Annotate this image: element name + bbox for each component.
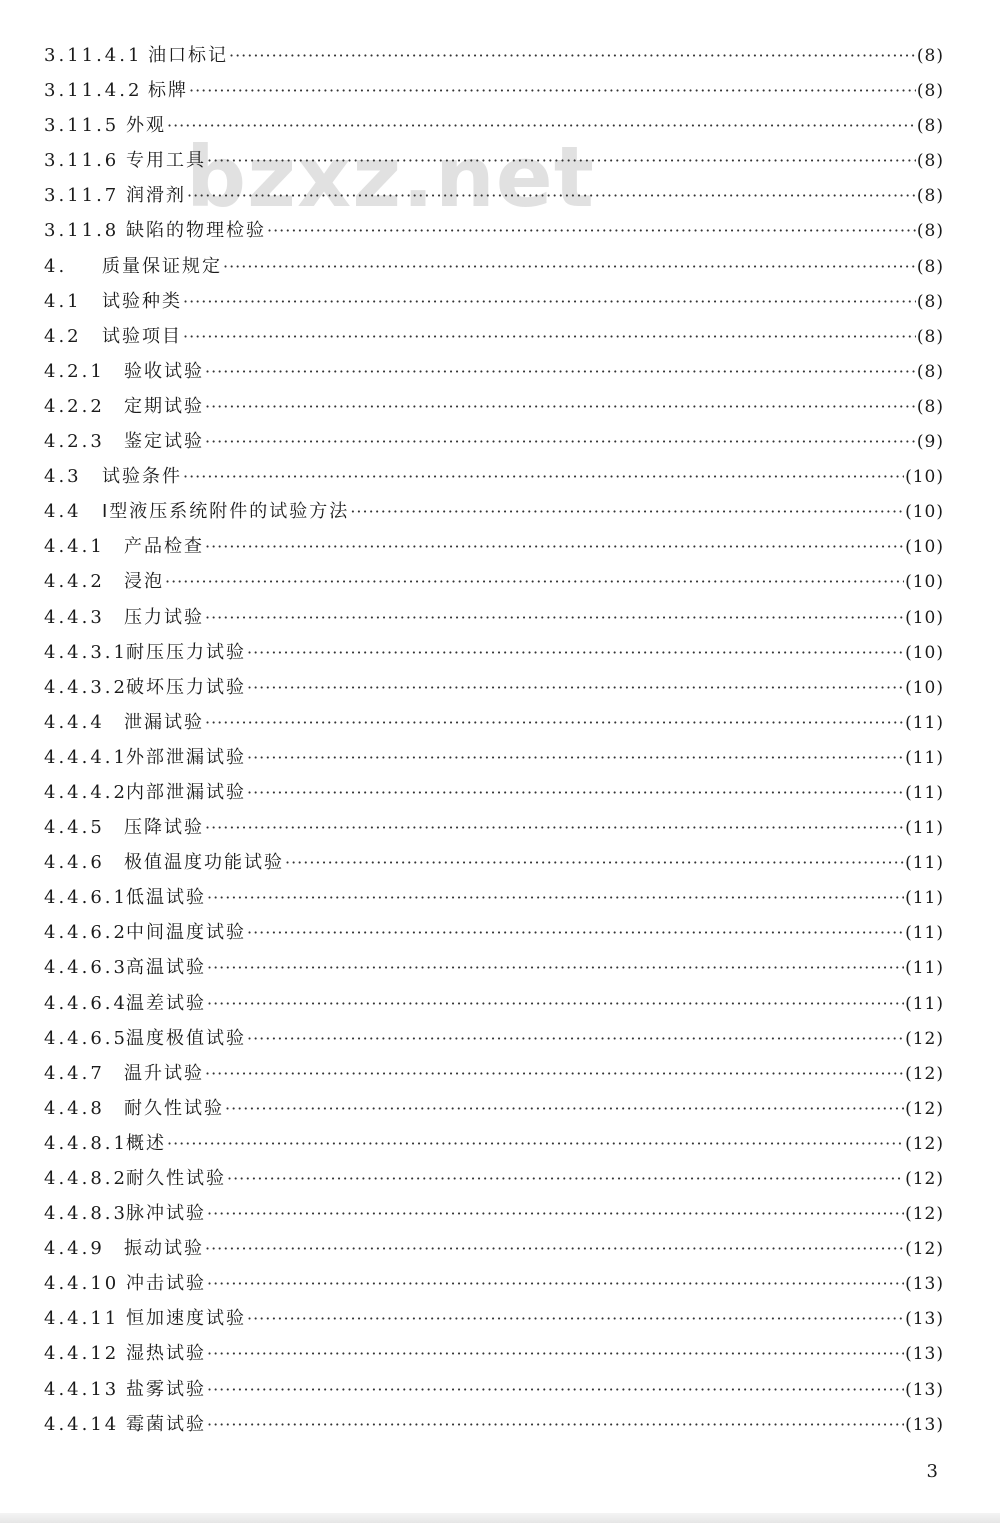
toc-entry-number: 4.4.12 xyxy=(44,1343,120,1365)
toc-entry-title: 高温试验 xyxy=(126,957,206,979)
toc-entry-number: 4.4.6.5 xyxy=(44,1027,128,1049)
toc-entry-number: 4.4.8.1 xyxy=(44,1132,128,1154)
toc-entry-title: 中间温度试验 xyxy=(126,922,246,944)
toc-entry-title: 霉菌试验 xyxy=(126,1413,206,1435)
toc-entry-page: (12) xyxy=(905,1169,944,1189)
toc-leader-dots xyxy=(205,1056,904,1091)
toc-entry xyxy=(44,950,944,985)
toc-entry-number: 4.4.2 xyxy=(44,571,105,593)
toc-entry-number: 4.3 xyxy=(44,466,82,488)
toc-leader-dots xyxy=(247,670,904,705)
toc-entry xyxy=(44,880,944,915)
toc-entry-title: 验收试验 xyxy=(124,360,204,382)
toc-entry-page: (8) xyxy=(916,116,944,137)
toc-entry xyxy=(44,1336,944,1371)
toc-entry-page: (11) xyxy=(905,712,944,733)
toc-entry-page: (10) xyxy=(905,607,944,628)
toc-entry xyxy=(44,529,944,564)
toc-entry-title: I型液压系统附件的试验方法 xyxy=(102,501,350,523)
toc-leader-dots xyxy=(205,529,904,564)
toc-entry xyxy=(44,810,944,845)
page-bottom-edge xyxy=(0,1513,1000,1523)
toc-entry-title: 盐雾试验 xyxy=(126,1378,206,1400)
toc-entry-title: 油口标记 xyxy=(148,45,228,66)
toc-leader-dots xyxy=(165,564,904,599)
toc-entry-number: 3.11.6 xyxy=(44,150,120,172)
page-number: 3 xyxy=(926,1461,938,1482)
toc-leader-dots xyxy=(350,494,904,529)
toc-entry-number: 3.11.8 xyxy=(44,220,120,242)
toc-entry-page: (8) xyxy=(916,256,944,277)
toc-entry xyxy=(44,845,944,880)
toc-entry-title: 试验种类 xyxy=(102,290,182,312)
toc-entry-number: 4.1 xyxy=(44,290,82,312)
toc-entry xyxy=(44,424,944,459)
toc-entry-title: 外部泄漏试验 xyxy=(126,746,246,768)
toc-entry-title: 专用工具 xyxy=(126,150,206,172)
toc-entry-number: 4.4.8.3 xyxy=(44,1203,128,1225)
toc-entry-page: (10) xyxy=(905,467,944,488)
toc-leader-dots xyxy=(183,284,916,319)
toc-entry-number: 4.4.6.1 xyxy=(44,887,128,909)
toc-entry-title: 定期试验 xyxy=(124,395,204,417)
toc-leader-dots xyxy=(205,1231,904,1266)
toc-leader-dots xyxy=(205,424,916,459)
toc-entry-number: 4.4.11 xyxy=(44,1308,120,1330)
toc-leader-dots xyxy=(223,249,916,284)
toc-entry-number: 4.4.4.2 xyxy=(44,781,128,803)
toc-entry xyxy=(44,1266,944,1301)
toc-entry xyxy=(44,213,944,248)
toc-entry-page: (12) xyxy=(905,1133,944,1154)
toc-entry-number: 4.4.7 xyxy=(44,1062,105,1084)
toc-entry xyxy=(44,178,944,213)
toc-entry-page: (12) xyxy=(905,1063,944,1084)
toc-entry-title: 耐压压力试验 xyxy=(126,641,246,663)
toc-leader-dots xyxy=(207,880,904,915)
table-of-contents xyxy=(44,38,944,1442)
toc-entry-page: (10) xyxy=(905,677,944,698)
toc-entry-title: 泄漏试验 xyxy=(124,711,204,733)
toc-entry-title: 脉冲试验 xyxy=(126,1203,206,1225)
toc-leader-dots xyxy=(189,73,916,108)
toc-entry-number: 4.4.3.1 xyxy=(44,641,128,663)
toc-entry xyxy=(44,740,944,775)
toc-entry xyxy=(44,670,944,705)
toc-leader-dots xyxy=(183,459,904,494)
toc-entry-title: 耐久性试验 xyxy=(126,1168,226,1189)
toc-leader-dots xyxy=(207,1336,904,1371)
toc-leader-dots xyxy=(267,213,916,248)
toc-leader-dots xyxy=(207,1372,904,1407)
toc-entry-title: 振动试验 xyxy=(124,1238,204,1260)
toc-entry xyxy=(44,1407,944,1442)
toc-entry-title: 冲击试验 xyxy=(126,1273,206,1295)
toc-entry xyxy=(44,1231,944,1266)
toc-entry xyxy=(44,986,944,1021)
toc-leader-dots xyxy=(205,354,916,389)
toc-entry-title: 温升试验 xyxy=(124,1062,204,1084)
toc-entry-page: (12) xyxy=(905,1204,944,1225)
toc-entry-page: (11) xyxy=(905,818,944,839)
toc-leader-dots xyxy=(167,1126,904,1161)
toc-entry-page: (8) xyxy=(916,151,944,172)
toc-entry-number: 4.4.8 xyxy=(44,1097,105,1119)
toc-entry-number: 4.4.6.3 xyxy=(44,957,128,979)
toc-entry xyxy=(44,1056,944,1091)
toc-entry-page: (11) xyxy=(905,923,944,944)
toc-leader-dots xyxy=(205,810,904,845)
toc-entry-page: (8) xyxy=(916,46,944,66)
toc-entry-number: 4.4.5 xyxy=(44,817,105,839)
toc-leader-dots xyxy=(187,178,916,213)
toc-entry-title: 润滑剂 xyxy=(126,185,186,207)
toc-entry xyxy=(44,284,944,319)
toc-entry-number: 4. xyxy=(44,255,68,277)
toc-leader-dots xyxy=(205,705,904,740)
watermark: bzxz.net xyxy=(186,128,595,226)
toc-leader-dots xyxy=(205,389,916,424)
toc-entry-number: 4.4.3 xyxy=(44,606,105,628)
toc-entry-number: 4.4.4 xyxy=(44,711,105,733)
toc-entry-number: 4.4.1 xyxy=(44,536,105,558)
toc-leader-dots xyxy=(247,775,904,810)
toc-entry-number: 4.2 xyxy=(44,325,82,347)
toc-entry-page: (8) xyxy=(916,221,944,242)
toc-entry-page: (8) xyxy=(916,291,944,312)
toc-entry-number: 4.4 xyxy=(44,501,82,523)
toc-entry-title: 压力试验 xyxy=(124,606,204,628)
toc-leader-dots xyxy=(207,986,904,1021)
toc-entry xyxy=(44,1126,944,1161)
toc-entry xyxy=(44,1372,944,1407)
toc-entry-page: (11) xyxy=(905,747,944,768)
toc-entry-number: 4.4.4.1 xyxy=(44,746,128,768)
toc-entry-page: (12) xyxy=(905,1028,944,1049)
toc-entry xyxy=(44,1301,944,1336)
toc-entry xyxy=(44,108,944,143)
toc-entry-page: (11) xyxy=(905,888,944,909)
toc-entry-title: 产品检查 xyxy=(124,536,204,558)
toc-entry-number: 3.11.4.2 xyxy=(44,80,143,102)
toc-entry-number: 4.4.6.4 xyxy=(44,992,128,1014)
toc-entry-page: (11) xyxy=(905,958,944,979)
toc-entry-page: (8) xyxy=(916,81,944,102)
toc-entry-title: 恒加速度试验 xyxy=(126,1308,246,1330)
toc-entry-page: (13) xyxy=(905,1379,944,1400)
toc-entry xyxy=(44,915,944,950)
toc-leader-dots xyxy=(247,635,904,670)
toc-entry-title: 极值温度功能试验 xyxy=(124,852,284,874)
toc-leader-dots xyxy=(225,1091,904,1126)
toc-entry-page: (10) xyxy=(905,537,944,558)
toc-entry-title: 湿热试验 xyxy=(126,1343,206,1365)
toc-entry xyxy=(44,319,944,354)
toc-entry-page: (8) xyxy=(916,186,944,207)
toc-entry-title: 低温试验 xyxy=(126,887,206,909)
toc-entry xyxy=(44,635,944,670)
toc-entry-page: (11) xyxy=(905,853,944,874)
toc-entry xyxy=(44,459,944,494)
toc-entry xyxy=(44,1021,944,1056)
toc-leader-dots xyxy=(247,1021,904,1056)
toc-leader-dots xyxy=(227,1161,904,1196)
toc-leader-dots xyxy=(247,1301,904,1336)
toc-leader-dots xyxy=(183,319,916,354)
toc-entry-page: (10) xyxy=(905,572,944,593)
toc-entry-number: 4.4.9 xyxy=(44,1238,105,1260)
toc-entry-number: 4.4.6.2 xyxy=(44,922,128,944)
toc-entry xyxy=(44,1196,944,1231)
toc-entry xyxy=(44,600,944,635)
toc-entry-number: 4.2.2 xyxy=(44,395,105,417)
toc-entry-page: (9) xyxy=(916,432,944,453)
toc-entry-title: 破坏压力试验 xyxy=(126,676,246,698)
toc-entry-title: 浸泡 xyxy=(124,571,164,593)
toc-leader-dots xyxy=(205,600,904,635)
toc-entry-number: 3.11.4.1 xyxy=(44,45,143,66)
toc-entry-title: 试验项目 xyxy=(102,325,182,347)
toc-entry-page: (11) xyxy=(905,993,944,1014)
toc-entry xyxy=(44,354,944,389)
toc-leader-dots xyxy=(285,845,904,880)
toc-leader-dots xyxy=(207,1266,904,1301)
toc-entry-title: 压降试验 xyxy=(124,817,204,839)
toc-entry xyxy=(44,249,944,284)
toc-leader-dots xyxy=(167,108,916,143)
toc-entry-title: 鉴定试验 xyxy=(124,431,204,453)
toc-entry-title: 外观 xyxy=(126,115,166,137)
toc-entry-page: (11) xyxy=(905,782,944,803)
toc-entry-number: 4.4.6 xyxy=(44,852,105,874)
toc-entry-page: (10) xyxy=(905,642,944,663)
toc-leader-dots xyxy=(207,143,916,178)
toc-entry-title: 耐久性试验 xyxy=(124,1097,224,1119)
toc-entry-page: (13) xyxy=(905,1309,944,1330)
toc-entry xyxy=(44,38,944,73)
toc-entry-title: 试验条件 xyxy=(102,466,182,488)
toc-entry-page: (13) xyxy=(905,1274,944,1295)
toc-leader-dots xyxy=(229,38,916,73)
toc-entry xyxy=(44,564,944,599)
toc-entry xyxy=(44,494,944,529)
toc-entry xyxy=(44,389,944,424)
toc-entry-title: 质量保证规定 xyxy=(102,255,222,277)
toc-leader-dots xyxy=(207,950,904,985)
toc-entry xyxy=(44,73,944,108)
toc-leader-dots xyxy=(247,915,904,950)
toc-entry-page: (8) xyxy=(916,361,944,382)
toc-entry-page: (12) xyxy=(905,1098,944,1119)
toc-entry-number: 3.11.5 xyxy=(44,115,120,137)
toc-entry-title: 缺陷的物理检验 xyxy=(126,220,266,242)
toc-entry-page: (12) xyxy=(905,1239,944,1260)
toc-entry-number: 4.4.3.2 xyxy=(44,676,128,698)
toc-entry-number: 4.4.14 xyxy=(44,1413,120,1435)
toc-entry-number: 4.2.1 xyxy=(44,360,105,382)
toc-entry xyxy=(44,705,944,740)
toc-entry-page: (8) xyxy=(916,326,944,347)
toc-entry-title: 内部泄漏试验 xyxy=(126,781,246,803)
toc-entry xyxy=(44,143,944,178)
toc-entry-number: 4.2.3 xyxy=(44,431,105,453)
toc-entry-number: 4.4.13 xyxy=(44,1378,120,1400)
toc-entry-page: (8) xyxy=(916,396,944,417)
toc-entry-title: 温差试验 xyxy=(126,992,206,1014)
toc-entry-page: (10) xyxy=(905,502,944,523)
toc-entry xyxy=(44,1091,944,1126)
toc-entry xyxy=(44,775,944,810)
toc-entry-number: 3.11.7 xyxy=(44,185,120,207)
toc-entry-title: 温度极值试验 xyxy=(126,1027,246,1049)
toc-entry-number: 4.4.10 xyxy=(44,1273,120,1295)
toc-leader-dots xyxy=(207,1407,904,1442)
toc-entry-title: 标牌 xyxy=(148,80,188,102)
toc-entry-page: (13) xyxy=(905,1414,944,1435)
toc-entry-number: 4.4.8.2 xyxy=(44,1168,128,1189)
toc-entry xyxy=(44,1161,944,1196)
toc-leader-dots xyxy=(207,1196,904,1231)
toc-leader-dots xyxy=(247,740,904,775)
toc-entry-title: 概述 xyxy=(126,1132,166,1154)
toc-entry-page: (13) xyxy=(905,1344,944,1365)
